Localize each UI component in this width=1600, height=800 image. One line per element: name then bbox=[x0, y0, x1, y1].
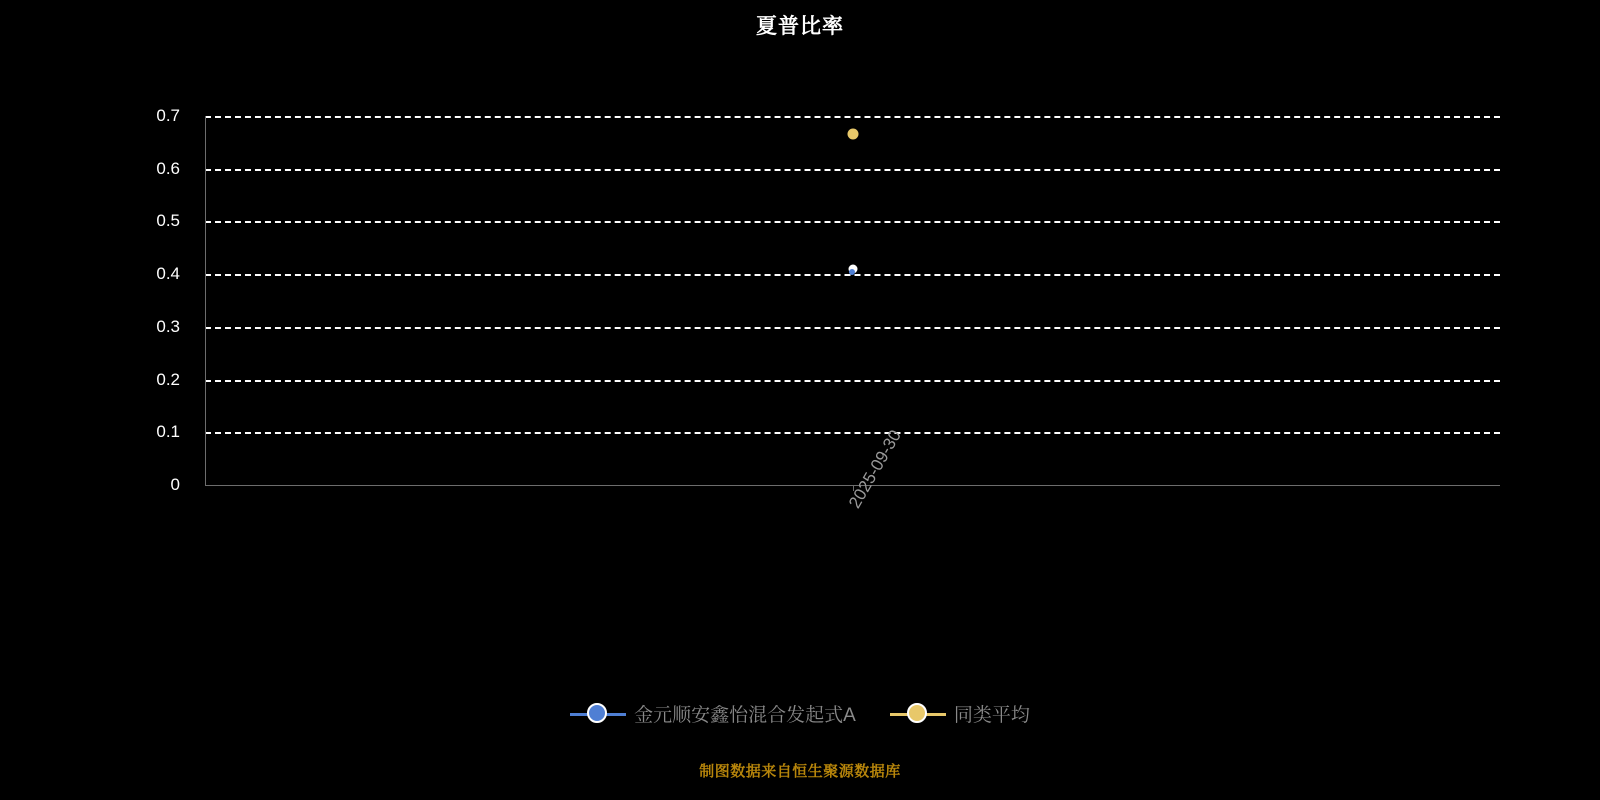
gridline bbox=[205, 221, 1500, 223]
legend-item-peer-average[interactable] bbox=[890, 700, 1030, 727]
legend-marker-icon bbox=[570, 703, 626, 725]
y-axis-tick-label: 0.2 bbox=[156, 370, 180, 389]
legend-marker-icon bbox=[890, 703, 946, 725]
gridline bbox=[205, 327, 1500, 329]
y-axis-tick-label: 0 bbox=[170, 475, 180, 494]
data-point-peer-average bbox=[848, 129, 859, 140]
legend-label: 同类平均 bbox=[953, 705, 1030, 726]
x-axis-tick-label: 2025-09-30 bbox=[845, 426, 905, 512]
chart-legend bbox=[0, 700, 1600, 727]
gridline bbox=[205, 432, 1500, 434]
y-axis-line bbox=[205, 116, 206, 485]
gridline bbox=[205, 380, 1500, 382]
chart-footnote: 制图数据来自恒生聚源数据库 bbox=[699, 763, 901, 780]
legend-item-fund[interactable] bbox=[570, 700, 856, 727]
y-axis-tick-label: 0.4 bbox=[156, 264, 180, 283]
chart-title: 夏普比率 bbox=[756, 15, 844, 38]
y-axis-tick-label: 0.3 bbox=[156, 317, 180, 336]
gridline bbox=[205, 116, 1500, 118]
y-axis-tick-label: 0.7 bbox=[156, 106, 180, 125]
y-axis-tick-label: 0.1 bbox=[156, 422, 180, 441]
plot-area bbox=[205, 116, 1500, 512]
legend-label: 金元顺安鑫怡混合发起式A bbox=[634, 705, 856, 726]
y-axis-tick-label: 0.5 bbox=[156, 211, 180, 230]
y-axis-tick-label: 0.6 bbox=[156, 159, 180, 178]
data-point-fund-inner bbox=[849, 269, 855, 275]
gridline bbox=[205, 169, 1500, 171]
